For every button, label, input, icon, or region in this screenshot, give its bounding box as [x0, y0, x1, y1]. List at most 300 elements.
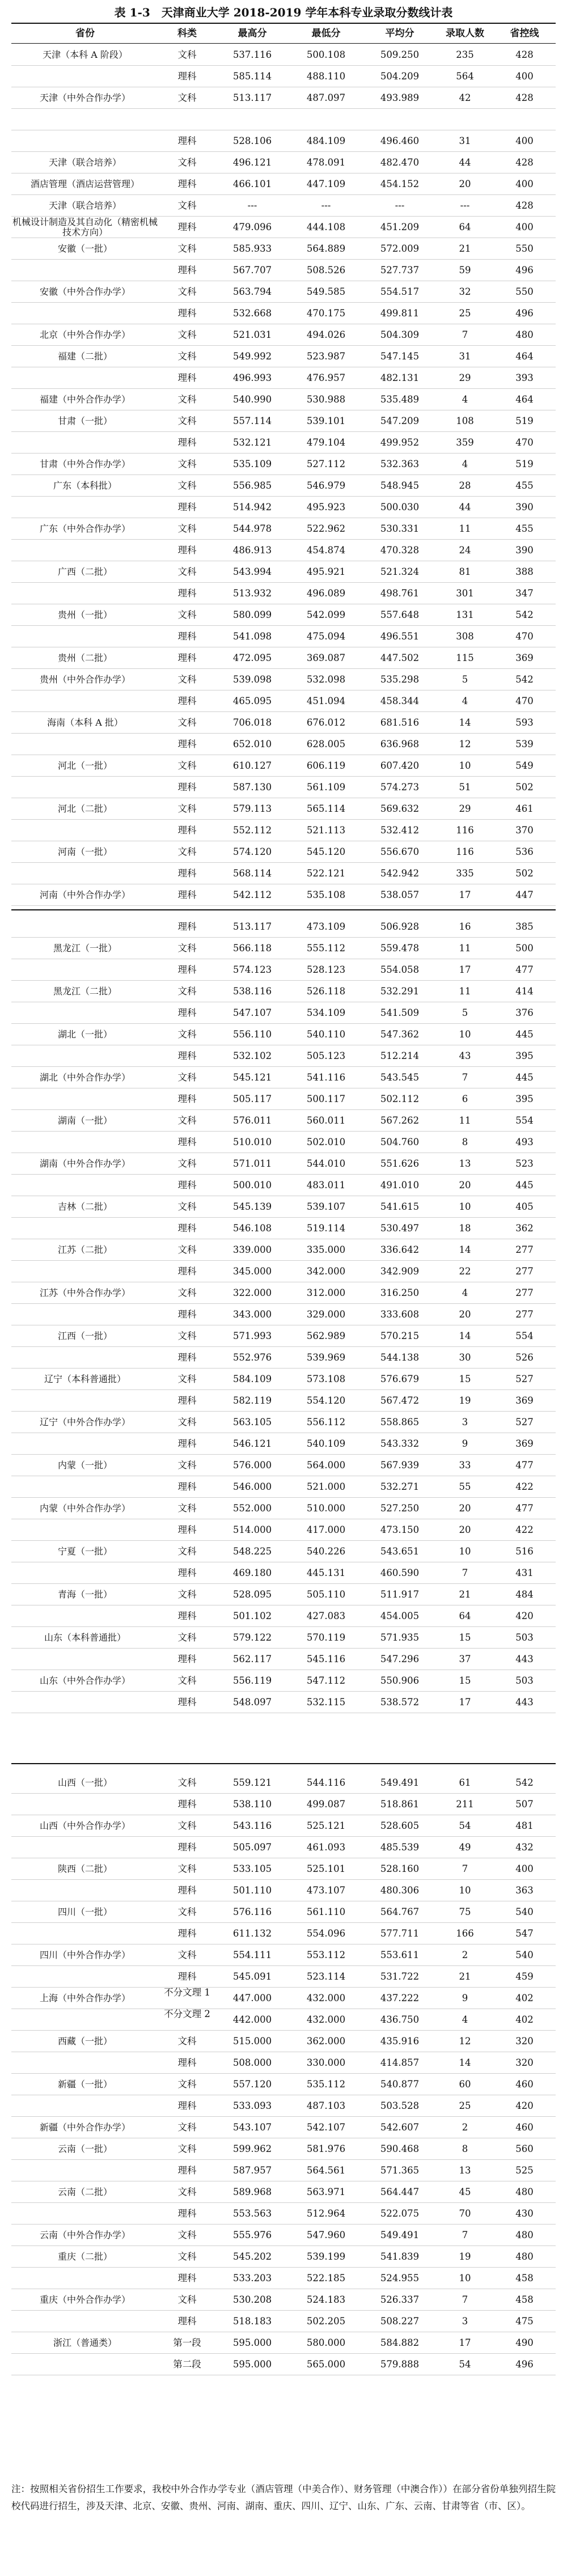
cell-control-line: 560: [515, 2143, 534, 2154]
cell-province: [11, 1390, 159, 1411]
cell-admitted: 235: [456, 49, 474, 60]
cell-category: 文科: [177, 2251, 197, 2262]
cell-max-score: 505.097: [232, 1842, 272, 1853]
cell-category: 文科: [177, 1287, 197, 1298]
cell-province: 陕西（二批）: [57, 1863, 112, 1874]
cell-avg-score: 460.590: [380, 1567, 420, 1578]
cell-control-line: 420: [515, 1611, 534, 1621]
cell-max-score: 532.668: [232, 308, 272, 319]
cell-avg-score: 491.010: [380, 1180, 420, 1190]
cell-admitted: 10: [459, 1546, 471, 1557]
table-row: [11, 1433, 556, 1455]
cell-admitted: 17: [459, 2337, 471, 2348]
cell-admitted: 11: [459, 523, 471, 534]
cell-avg-score: 532.291: [380, 986, 420, 997]
cell-province: [11, 1132, 159, 1153]
cell-category: 第一段: [173, 2337, 201, 2348]
cell-admitted: 564: [456, 71, 474, 82]
cell-control-line: 477: [515, 1460, 534, 1471]
table-row: [11, 410, 556, 432]
cell-category: 理科: [177, 921, 197, 932]
cell-category: 文科: [177, 2122, 197, 2133]
cell-min-score: 512.964: [306, 2208, 346, 2219]
cell-max-score: 580.099: [232, 609, 272, 620]
cell-max-score: 501.102: [232, 1611, 272, 1621]
cell-province: 酒店管理（酒店运营管理）: [30, 178, 139, 189]
cell-category: 文科: [177, 1950, 197, 1960]
cell-admitted: 10: [459, 760, 471, 771]
cell-category: 文科: [177, 2294, 197, 2305]
cell-max-score: 533.093: [232, 2100, 272, 2111]
cell-control-line: 430: [515, 2208, 534, 2219]
cell-max-score: 539.098: [232, 674, 272, 685]
cell-max-score: 486.913: [232, 545, 272, 556]
cell-avg-score: 500.030: [380, 502, 420, 512]
cell-control-line: 460: [515, 2079, 534, 2090]
table-row: [11, 238, 556, 260]
cell-avg-score: 336.642: [380, 1244, 420, 1255]
cell-province: [11, 497, 159, 518]
table-row: [11, 2052, 556, 2074]
cell-min-score: 554.096: [306, 1928, 346, 1939]
table-row: [11, 1325, 556, 1347]
cell-avg-score: 482.131: [380, 372, 420, 383]
cell-avg-score: 512.214: [380, 1050, 420, 1061]
cell-province: [11, 690, 159, 711]
cell-control-line: 369: [515, 653, 534, 663]
cell-admitted: 19: [459, 2251, 471, 2262]
cell-category: 文科: [177, 986, 197, 997]
cell-avg-score: 506.928: [380, 921, 420, 932]
cell-max-score: 589.968: [232, 2187, 272, 2197]
cell-min-score: 540.109: [306, 1438, 346, 1449]
cell-max-score: 343.000: [232, 1309, 272, 1320]
table-row: [11, 1880, 556, 1901]
cell-province: 安徽（中外合作办学）: [39, 286, 130, 297]
cell-max-score: 557.114: [232, 416, 272, 426]
cell-province: [11, 2052, 159, 2073]
table-row: [11, 389, 556, 410]
cell-max-score: 469.180: [232, 1567, 272, 1578]
cell-category: 理科: [177, 1567, 197, 1578]
cell-province: 云南（一批）: [57, 2143, 112, 2154]
column-header-min-score: 最低分: [311, 28, 341, 39]
table-row: [11, 647, 556, 669]
cell-min-score: 546.979: [306, 480, 346, 491]
cell-max-score: 555.976: [232, 2230, 272, 2240]
cell-control-line: 432: [515, 1842, 534, 1853]
cell-min-score: 521.000: [306, 1481, 346, 1492]
cell-min-score: 539.101: [306, 416, 346, 426]
cell-control-line: 523: [515, 1158, 534, 1169]
cell-avg-score: 547.296: [380, 1654, 420, 1664]
cell-avg-score: 567.262: [380, 1115, 420, 1126]
cell-avg-score: 532.271: [380, 1481, 420, 1492]
cell-admitted: 75: [459, 1906, 471, 1917]
cell-avg-score: 569.632: [380, 803, 420, 814]
cell-admitted: 116: [456, 825, 474, 836]
cell-province: 湖北（一批）: [57, 1028, 112, 1040]
cell-max-score: 545.121: [232, 1072, 272, 1083]
cell-category: 理科: [177, 1481, 197, 1492]
cell-province: [11, 1433, 159, 1454]
table-row: [11, 2354, 556, 2375]
column-header-avg-score: 平均分: [385, 28, 414, 39]
cell-admitted: 4: [462, 1287, 468, 1298]
table-title: 表 1-3 天津商业大学 2018-2019 学年本科专业录取分数线计表: [114, 6, 453, 19]
cell-admitted: 20: [459, 1503, 471, 1514]
cell-max-score: 567.707: [232, 265, 272, 276]
cell-category: 理科: [177, 2208, 197, 2219]
cell-admitted: 4: [462, 394, 468, 405]
cell-category: 文科: [177, 200, 197, 211]
cell-max-score: 552.112: [232, 825, 272, 836]
cell-avg-score: 414.857: [380, 2057, 420, 2068]
cell-min-score: 470.175: [306, 308, 346, 319]
cell-province: [11, 2009, 159, 2030]
cell-min-score: 483.011: [306, 1180, 346, 1190]
cell-max-score: 538.116: [232, 986, 272, 997]
cell-max-score: 563.105: [232, 1417, 272, 1427]
cell-province: 西藏（一批）: [57, 2035, 112, 2047]
cell-category: 文科: [177, 1546, 197, 1557]
cell-province: 新疆（一批）: [57, 2078, 112, 2090]
cell-category: 理科: [177, 1697, 197, 1708]
cell-control-line: 443: [515, 1697, 534, 1708]
cell-control-line: 277: [515, 1287, 534, 1298]
cell-province: [11, 1966, 159, 1987]
cell-province: 广西（二批）: [57, 566, 112, 577]
cell-avg-score: 607.420: [380, 760, 420, 771]
cell-province: 广东（本科批）: [53, 480, 117, 491]
cell-province: [11, 2203, 159, 2224]
cell-province: 海南（本科 A 批）: [47, 717, 123, 728]
cell-max-score: 447.000: [232, 1993, 272, 2003]
table-row: [11, 1498, 556, 1519]
cell-category: 文科: [177, 803, 197, 814]
cell-min-score: 461.093: [306, 1842, 346, 1853]
cell-admitted: 49: [459, 1842, 471, 1853]
cell-category: 文科: [177, 1503, 197, 1514]
cell-province: [11, 2311, 159, 2332]
cell-admitted: 131: [456, 609, 474, 620]
cell-province: 云南（中外合作办学）: [39, 2229, 130, 2240]
cell-min-score: 505.123: [306, 1050, 346, 1061]
cell-province: 天津（联合培养）: [48, 156, 121, 168]
cell-province: 贵州（中外合作办学）: [39, 673, 130, 685]
table-row: [11, 1519, 556, 1541]
cell-avg-score: 584.882: [380, 2337, 420, 2348]
cell-province: [11, 1562, 159, 1583]
cell-max-score: 545.139: [232, 1201, 272, 1212]
cell-category: 文科: [177, 1906, 197, 1917]
cell-control-line: 480: [515, 329, 534, 340]
cell-control-line: 480: [515, 2230, 534, 2240]
cell-max-score: 518.183: [232, 2316, 272, 2327]
cell-province: [11, 1519, 159, 1540]
cell-min-score: 534.109: [306, 1007, 346, 1018]
cell-category: 文科: [177, 243, 197, 254]
table-row: [11, 173, 556, 195]
cell-control-line: 405: [515, 1201, 534, 1212]
cell-control-line: 496: [515, 2359, 534, 2370]
cell-admitted: 21: [459, 1589, 471, 1600]
cell-min-score: 312.000: [306, 1287, 346, 1298]
cell-min-score: 545.116: [306, 1654, 346, 1664]
cell-control-line: 593: [515, 717, 534, 728]
cell-max-score: 546.108: [232, 1223, 272, 1234]
cell-max-score: 521.031: [232, 329, 272, 340]
cell-province: 四川（一批）: [57, 1906, 112, 1917]
cell-admitted: 7: [462, 2294, 468, 2305]
cell-max-score: 345.000: [232, 1266, 272, 1277]
cell-category: 文科: [177, 1777, 197, 1788]
cell-control-line: 496: [515, 308, 534, 319]
cell-control-line: 363: [515, 1885, 534, 1896]
cell-avg-score: 538.572: [380, 1697, 420, 1708]
table-row: [11, 959, 556, 981]
cell-min-score: 445.131: [306, 1567, 346, 1578]
cell-admitted: 59: [459, 265, 471, 276]
cell-min-score: 484.109: [306, 135, 346, 146]
cell-admitted: 8: [462, 2143, 468, 2154]
cell-max-score: 584.109: [232, 1374, 272, 1384]
cell-control-line: 477: [515, 964, 534, 975]
cell-max-score: 535.109: [232, 459, 272, 469]
cell-avg-score: 531.722: [380, 1971, 420, 1982]
cell-province: 辽宁（本科普通批）: [44, 1373, 126, 1384]
cell-min-score: 539.199: [306, 2251, 346, 2262]
cell-max-score: 553.563: [232, 2208, 272, 2219]
table-row: [11, 1304, 556, 1325]
cell-max-score: 545.202: [232, 2251, 272, 2262]
table-section: [11, 1772, 556, 2375]
table-row: [11, 916, 556, 938]
cell-category: 理科: [177, 222, 197, 232]
cell-min-score: 526.118: [306, 986, 346, 997]
cell-province: [11, 583, 159, 604]
cell-min-score: 494.026: [306, 329, 346, 340]
cell-admitted: 24: [459, 545, 471, 556]
cell-admitted: 54: [459, 2359, 471, 2370]
cell-admitted: 11: [459, 943, 471, 954]
table-row: [11, 1988, 556, 2009]
cell-category: 理科: [177, 179, 197, 189]
cell-min-score: 522.962: [306, 523, 346, 534]
cell-control-line: 500: [515, 943, 534, 954]
cell-admitted: 19: [459, 1395, 471, 1406]
cell-control-line: 445: [515, 1072, 534, 1083]
cell-admitted: 29: [459, 803, 471, 814]
cell-province: [11, 367, 159, 388]
cell-province: 浙江（普通类）: [53, 2337, 117, 2348]
cell-control-line: 493: [515, 1137, 534, 1147]
cell-avg-score: 571.365: [380, 2165, 420, 2176]
cell-admitted: 9: [462, 1993, 468, 2003]
cell-max-score: 599.962: [232, 2143, 272, 2154]
cell-min-score: 606.119: [306, 760, 346, 771]
cell-avg-score: 564.447: [380, 2187, 420, 2197]
cell-category: 理科: [177, 1352, 197, 1363]
cell-province: 内蒙（一批）: [57, 1459, 112, 1471]
cell-province: [11, 66, 159, 87]
cell-min-score: 525.101: [306, 1863, 346, 1874]
cell-admitted: 308: [456, 631, 474, 642]
cell-min-score: 521.113: [306, 825, 346, 836]
cell-category: 文科: [177, 523, 197, 534]
cell-max-score: 549.992: [232, 351, 272, 362]
table-row: [11, 1562, 556, 1584]
cell-min-score: 499.087: [306, 1799, 346, 1810]
cell-category: 理科: [177, 2100, 197, 2111]
cell-control-line: 536: [515, 846, 534, 857]
cell-category: 理科: [177, 1842, 197, 1853]
table-row: [11, 1815, 556, 1837]
cell-avg-score: 553.611: [380, 1950, 420, 1960]
cell-category: 文科: [177, 92, 197, 103]
cell-min-score: 508.526: [306, 265, 346, 276]
cell-min-score: 556.112: [306, 1417, 346, 1427]
cell-admitted: 7: [462, 1567, 468, 1578]
cell-admitted: 10: [459, 1885, 471, 1896]
cell-control-line: 428: [515, 49, 534, 60]
cell-province: 黑龙江（二批）: [53, 985, 117, 997]
table-row: [11, 669, 556, 690]
cell-admitted: 115: [456, 653, 474, 663]
cell-control-line: 393: [515, 372, 534, 383]
cell-max-score: 466.101: [232, 179, 272, 189]
cell-province: [11, 1476, 159, 1497]
table-row: [11, 1605, 556, 1627]
cell-province: [11, 1923, 159, 1944]
table-row: [11, 1347, 556, 1368]
cell-max-score: 537.116: [232, 49, 272, 60]
cell-min-score: 432.000: [306, 1993, 346, 2003]
cell-control-line: 542: [515, 1777, 534, 1788]
table-row: [11, 1175, 556, 1196]
cell-admitted: 70: [459, 2208, 471, 2219]
cell-min-score: 540.110: [306, 1029, 346, 1040]
cell-admitted: 11: [459, 986, 471, 997]
cell-control-line: 400: [515, 71, 534, 82]
cell-category: 文科: [177, 1029, 197, 1040]
table-row: [11, 777, 556, 798]
cell-max-score: 505.117: [232, 1094, 272, 1104]
cell-category: 文科: [177, 760, 197, 771]
cell-max-score: [215, 109, 289, 130]
cell-min-score: 447.109: [306, 179, 346, 189]
cell-control-line: 320: [515, 2057, 534, 2068]
cell-avg-score: 535.298: [380, 674, 420, 685]
cell-category: 不分文理 2: [164, 2009, 210, 2019]
cell-max-score: 500.010: [232, 1180, 272, 1190]
cell-control-line: 388: [515, 566, 534, 577]
cell-admitted: ---: [460, 200, 470, 211]
table-row: [11, 2095, 556, 2117]
cell-control-line: 460: [515, 2122, 534, 2133]
cell-max-score: 546.121: [232, 1438, 272, 1449]
cell-min-score: 570.119: [306, 1632, 346, 1643]
table-row: [11, 2074, 556, 2095]
cell-max-score: 582.119: [232, 1395, 272, 1406]
cell-max-score: 554.111: [232, 1950, 272, 1960]
table-row: [11, 1627, 556, 1649]
cell-category: 文科: [177, 1331, 197, 1341]
cell-max-score: 562.117: [232, 1654, 272, 1664]
table-row: [11, 2332, 556, 2354]
cell-min-score: 540.226: [306, 1546, 346, 1557]
cell-min-score: 487.103: [306, 2100, 346, 2111]
cell-category: 理科: [177, 1928, 197, 1939]
section-divider: [11, 1763, 556, 1764]
cell-control-line: 470: [515, 696, 534, 706]
cell-province: 新疆（中外合作办学）: [39, 2121, 130, 2133]
table-row: [11, 303, 556, 324]
cell-category: 理科: [177, 265, 197, 276]
cell-control-line: 503: [515, 1675, 534, 1686]
cell-control-line: [493, 109, 556, 130]
cell-province: [11, 432, 159, 453]
cell-avg-score: 577.711: [380, 1928, 420, 1939]
cell-province: 重庆（二批）: [57, 2251, 112, 2262]
cell-avg-score: 558.865: [380, 1417, 420, 1427]
cell-province: [11, 959, 159, 980]
cell-control-line: 527: [515, 1417, 534, 1427]
cell-max-score: 595.000: [232, 2359, 272, 2370]
cell-admitted: 12: [459, 2036, 471, 2047]
cell-category: 理科: [177, 1137, 197, 1147]
cell-province: [11, 1261, 159, 1282]
table-section: [11, 916, 556, 1713]
table-row: [11, 2160, 556, 2181]
cell-max-score: 576.011: [232, 1115, 272, 1126]
cell-category: 文科: [177, 157, 197, 168]
cell-max-score: 587.130: [232, 782, 272, 793]
table-row: [11, 1088, 556, 1110]
cell-avg-score: 437.222: [380, 1993, 420, 2003]
table-row: [11, 1110, 556, 1132]
table-row: [11, 324, 556, 346]
cell-admitted: 335: [456, 868, 474, 879]
cell-category: 文科: [177, 416, 197, 426]
cell-control-line: 502: [515, 868, 534, 879]
cell-min-score: 519.114: [306, 1223, 346, 1234]
cell-avg-score: 509.250: [380, 49, 420, 60]
table-row: [11, 734, 556, 755]
table-row: [11, 1239, 556, 1261]
cell-min-score: 539.969: [306, 1352, 346, 1363]
cell-min-score: 549.585: [306, 286, 346, 297]
cell-max-score: 571.011: [232, 1158, 272, 1169]
cell-control-line: 277: [515, 1244, 534, 1255]
table-row: [11, 2181, 556, 2203]
cell-min-score: 530.988: [306, 394, 346, 405]
table-row: [11, 1455, 556, 1476]
cell-category: 文科: [177, 351, 197, 362]
cell-admitted: 108: [456, 416, 474, 426]
cell-province: 天津（本科 A 阶段）: [43, 49, 128, 60]
cell-category: 理科: [177, 1885, 197, 1896]
cell-avg-score: 493.989: [380, 92, 420, 103]
table-row: [11, 1067, 556, 1088]
cell-admitted: 2: [462, 1950, 468, 1960]
cell-province: [11, 916, 159, 937]
cell-province: [11, 2268, 159, 2289]
cell-province: 湖南（一批）: [57, 1115, 112, 1126]
cell-category: 理科: [177, 2273, 197, 2283]
cell-max-score: 587.957: [232, 2165, 272, 2176]
table-row: [11, 195, 556, 217]
